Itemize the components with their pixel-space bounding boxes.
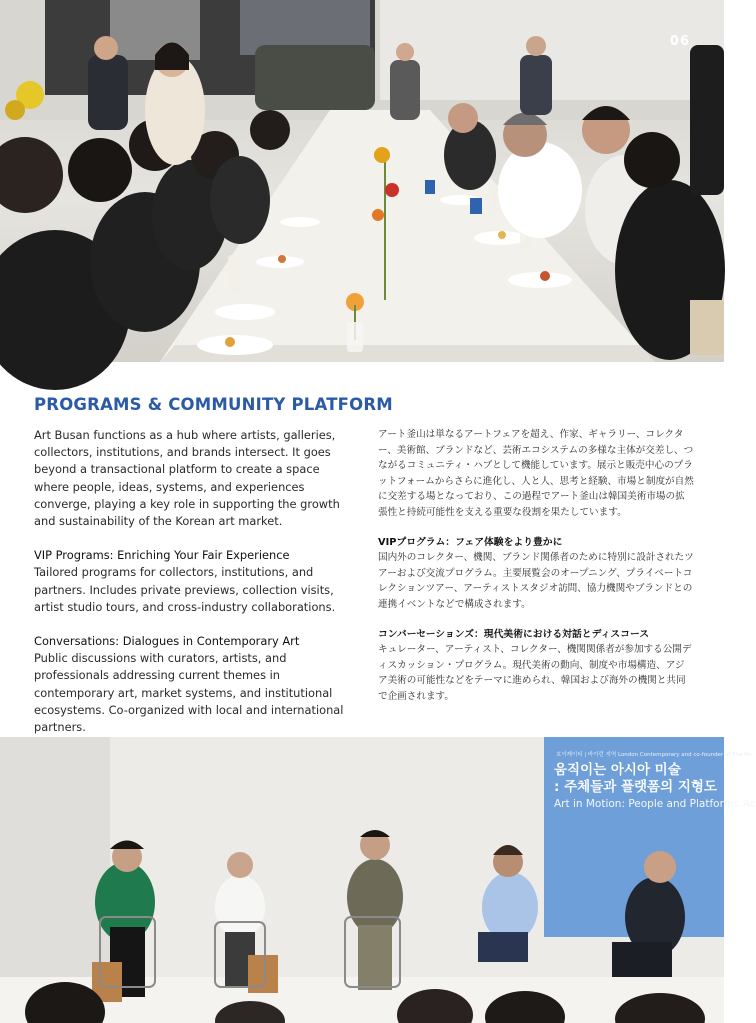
japanese-intro: アート釜山は単なるアートフェアを超え、作家、ギャラリー、コレクター、美術館、ブランドなど、芸術エコシステムの多様な主体が交差し、つながるコミュニティ・ハブとして機能しています。展示と販売中心のプラットフォームからさらに進化し、人と人、思考と経験、市場と制度が自然に交差する場となっており、この過程でアート釜山は韓国美術市場の拡張性と持続可能性を支える重要な役割を果たしています。	[378, 429, 694, 518]
english-vip-body: Tailored programs for collectors, institutions, and partners. Includes private previews, collection visits, artist studio tours, and cross-industry collaborations.	[34, 565, 336, 614]
dinner-scene-illustration	[0, 0, 724, 362]
projection-screen-text	[554, 750, 756, 810]
section-title: PROGRAMS & COMMUNITY PLATFORM	[34, 395, 393, 414]
english-conversations-heading: Conversations: Dialogues in Contemporary Art	[34, 634, 300, 649]
screen-title-line1: 움직이는 아시아 미술	[554, 762, 681, 778]
screen-speaker-line: 호이케이티 | 바이런 지역 London Contemporary and co-founder of The Ho	[556, 752, 752, 758]
japanese-conversations-heading: コンバーセーションズ：現代美術における対話とディスコース	[378, 628, 650, 640]
japanese-vip-heading: VIPプログラム：フェア体験をより豊かに	[378, 536, 563, 548]
english-conversations-body: Public discussions with curators, artists, and professionals addressing current themes in contemporary art, market systems, and institutional ecosystems. Co-organized with local and international partners.	[34, 651, 344, 735]
english-intro: Art Busan functions as a hub where artists, galleries, collectors, institutions, and brands intersect. It goes beyond a transactional platform to create a space where people, ideas, systems, and experiences converge, playing a key role in supporting the growth and sustainability of the Korean art market.	[34, 428, 340, 529]
page-number: 06	[669, 34, 690, 49]
english-column	[34, 427, 346, 753]
english-vip-heading: VIP Programs: Enriching Your Fair Experience	[34, 548, 290, 563]
japanese-vip-body: 国内外のコレクター、機関、ブランド関係者のために特別に設計されたツアーおよび交流プログラム。主要展覧会のオープニング、プライベートコレクションツアー、アーティストスタジオ訪問、協力機関やブランドとの連携イベントなどで構成されます。	[378, 552, 694, 610]
japanese-conversations-body: キュレーター、アーティスト、コレクター、機関関係者が参加する公開ディスカッション・プログラム。現代美術の動向、制度や市場構造、アジア美術の可能性などをテーマに進められ、韓国および海外の機関と共同で企画されます。	[378, 644, 692, 702]
screen-title-line2: : 주체들과 플랫폼의 지형도	[554, 779, 717, 795]
japanese-column	[378, 427, 694, 719]
dinner-reception-photo	[0, 0, 724, 362]
screen-title-english: Art in Motion: People and Platforms Ac	[554, 798, 756, 810]
